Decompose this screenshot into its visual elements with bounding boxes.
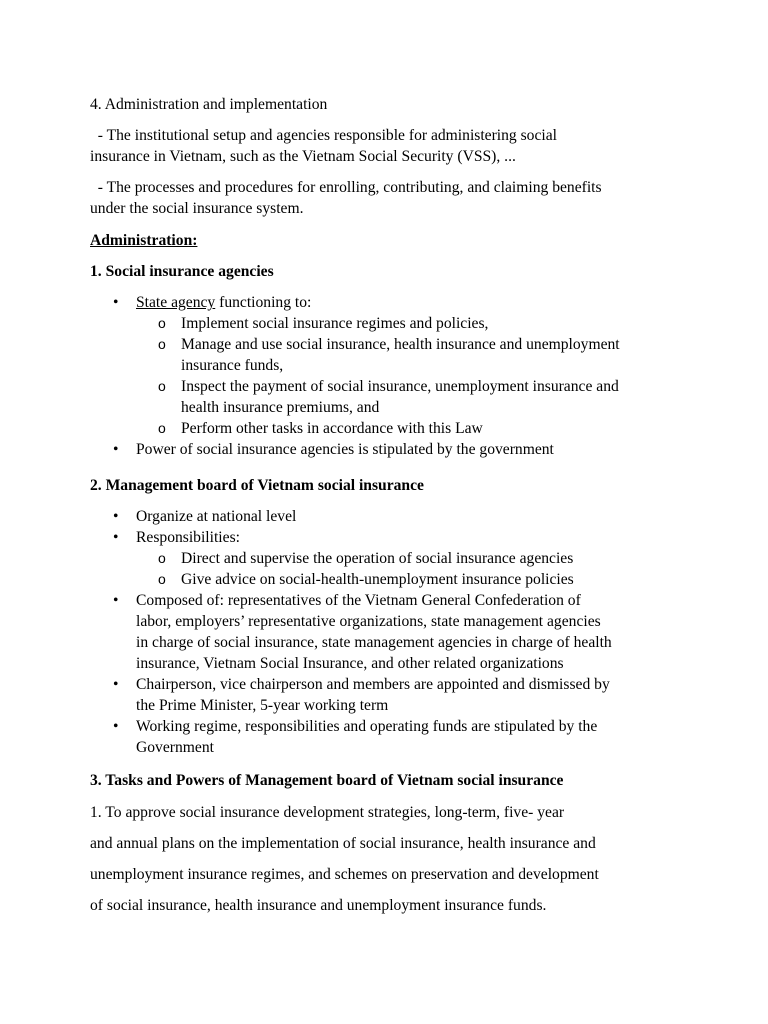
section-2-title: 2. Management board of Vietnam social insurance <box>90 477 424 494</box>
paragraph-line: - The institutional setup and agencies responsible for administering social <box>90 127 557 144</box>
section-2-list <box>90 506 690 758</box>
sub-item-text: Direct and supervise the operation of social insurance agencies <box>181 550 574 567</box>
paragraph-line: insurance in Vietnam, such as the Vietnam Social Security (VSS), ... <box>90 148 516 165</box>
paragraph-institutional-setup <box>90 125 690 167</box>
list-item <box>90 590 690 674</box>
paragraph-line: 1. To approve social insurance development strategies, long-term, five- year <box>90 804 565 821</box>
paragraph-line: of social insurance, health insurance and unemployment insurance funds. <box>90 897 547 914</box>
list-item-text: in charge of social insurance, state management agencies in charge of health <box>136 634 612 651</box>
list-item <box>90 506 690 527</box>
paragraph-line: and annual plans on the implementation of social insurance, health insurance and <box>90 835 596 852</box>
list-item-text: Responsibilities: <box>136 529 240 546</box>
circle-bullet-icon: o <box>158 420 166 436</box>
section-3-paragraph <box>90 797 690 921</box>
sub-list-item <box>90 548 690 569</box>
bullet-icon: • <box>113 508 119 525</box>
sub-list-item <box>90 313 690 334</box>
list-item-text: insurance, Vietnam Social Insurance, and other related organizations <box>136 655 564 672</box>
list-item <box>90 716 690 758</box>
circle-bullet-icon: o <box>158 550 166 566</box>
sub-item-text: Manage and use social insurance, health insurance and unemployment <box>181 336 620 353</box>
list-item-text: Working regime, responsibilities and operating funds are stipulated by the <box>136 718 598 735</box>
list-item-text: functioning to: <box>215 294 312 311</box>
paragraph-processes <box>90 177 690 219</box>
list-item-text: Power of social insurance agencies is stipulated by the government <box>136 441 554 458</box>
list-item-text: labor, employers’ representative organizations, state management agencies <box>136 613 601 630</box>
circle-bullet-icon: o <box>158 336 166 352</box>
sub-item-text: Give advice on social-health-unemployment insurance policies <box>181 571 574 588</box>
list-item <box>90 292 690 313</box>
list-item-text: Composed of: representatives of the Vietnam General Confederation of <box>136 592 581 609</box>
sub-item-text: insurance funds, <box>181 357 284 374</box>
list-item-text: Chairperson, vice chairperson and members are appointed and dismissed by <box>136 676 610 693</box>
heading-administration-implementation: 4. Administration and implementation <box>90 96 328 113</box>
list-item <box>90 527 690 548</box>
bullet-icon: • <box>113 529 119 546</box>
state-agency-term: State agency <box>136 294 216 311</box>
bullet-icon: • <box>113 294 119 311</box>
sub-list-item <box>90 376 690 418</box>
sub-item-text: Perform other tasks in accordance with this Law <box>181 420 483 437</box>
section-1-title: 1. Social insurance agencies <box>90 263 274 280</box>
list-item-text: the Prime Minister, 5-year working term <box>136 697 389 714</box>
sub-list-item <box>90 334 690 376</box>
sub-item-text: health insurance premiums, and <box>181 399 380 416</box>
list-item <box>90 674 690 716</box>
sub-item-text: Implement social insurance regimes and policies, <box>181 315 489 332</box>
circle-bullet-icon: o <box>158 315 166 331</box>
bullet-icon: • <box>113 676 119 693</box>
section-3-title: 3. Tasks and Powers of Management board of Vietnam social insurance <box>90 772 564 789</box>
sub-list-item <box>90 418 690 439</box>
list-item-text: Organize at national level <box>136 508 297 525</box>
paragraph-line: - The processes and procedures for enrolling, contributing, and claiming benefits <box>90 179 602 196</box>
administration-heading: Administration: <box>90 232 198 249</box>
circle-bullet-icon: o <box>158 571 166 587</box>
bullet-icon: • <box>113 441 119 458</box>
bullet-icon: • <box>113 718 119 735</box>
bullet-icon: • <box>113 592 119 609</box>
sub-item-text: Inspect the payment of social insurance, unemployment insurance and <box>181 378 619 395</box>
list-item-text: Government <box>136 739 214 756</box>
paragraph-line: under the social insurance system. <box>90 200 304 217</box>
sub-list-item <box>90 569 690 590</box>
paragraph-line: unemployment insurance regimes, and schemes on preservation and development <box>90 866 599 883</box>
section-1-list <box>90 292 690 460</box>
list-item <box>90 439 690 460</box>
circle-bullet-icon: o <box>158 378 166 394</box>
